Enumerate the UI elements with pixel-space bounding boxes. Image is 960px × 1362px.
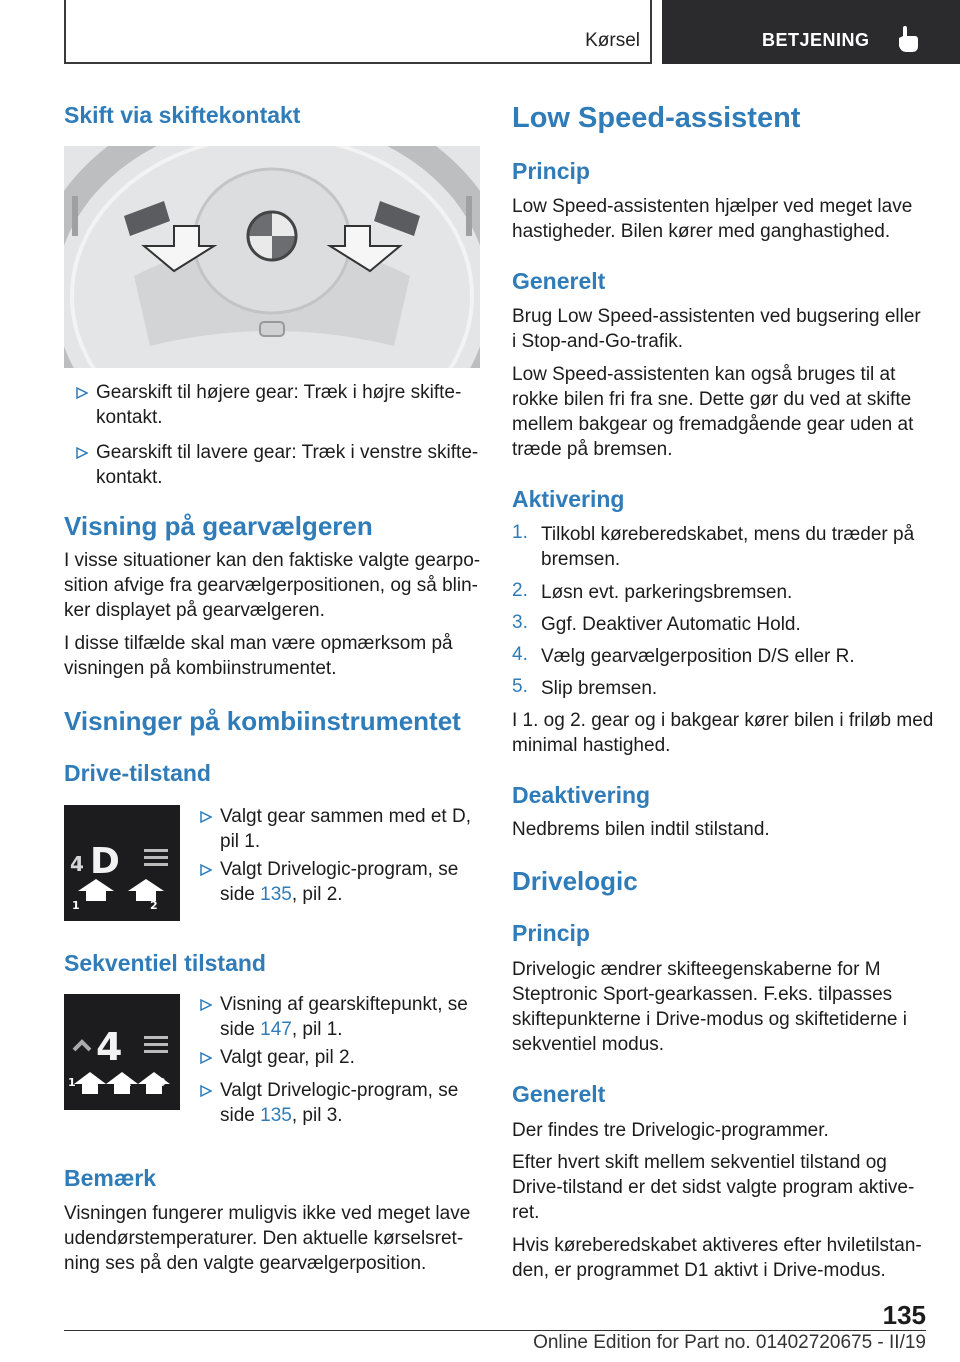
steering-wheel-figure: [64, 146, 480, 368]
page-link[interactable]: 135: [260, 884, 292, 905]
text: , pil 1.: [291, 1019, 343, 1040]
step-text-cont: bremsen.: [541, 549, 621, 570]
footer-edition: Online Edition for Part no. 01402720675 - II/19: [533, 1332, 926, 1353]
paragraph-line: Low Speed-assistenten kan også bruges til at: [512, 364, 896, 385]
seq-heading: Sekventiel tilstand: [64, 950, 266, 976]
paragraph-line: Brug Low Speed-assistenten ved bugsering eller: [512, 306, 921, 327]
bullet-triangle-icon: [76, 387, 88, 399]
list-item-cont: [220, 1103, 343, 1128]
svg-text:2: 2: [150, 899, 158, 912]
step-text: Ggf. Deaktiver Automatic Hold.: [541, 614, 801, 635]
paragraph-line: sekventiel modus.: [512, 1034, 665, 1055]
lsa-heading: Low Speed-assistent: [512, 102, 801, 134]
aktivering-heading: Aktivering: [512, 486, 625, 512]
dl-generelt-heading: Generelt: [512, 1081, 606, 1107]
paragraph-line: den, er programmet D1 aktivt i Drive-modus.: [512, 1260, 886, 1281]
header-tab[interactable]: [662, 0, 960, 64]
paragraph-line: Drivelogic ændrer skifteegenskaberne for M: [512, 959, 881, 980]
paragraph-line: Steptronic Sport-gearkassen. F.eks. tilpasses: [512, 984, 893, 1005]
paragraph-line: mellem bakgear og fremadgående gear uden at: [512, 414, 914, 435]
shift-heading: Skift via skiftekontakt: [64, 102, 301, 128]
sequential-display-figure: [64, 994, 180, 1110]
list-item-cont: kontakt.: [96, 467, 163, 488]
step-number: 2.: [512, 580, 528, 601]
page-link[interactable]: 147: [260, 1019, 292, 1040]
text: , pil 2.: [291, 884, 343, 905]
paragraph-line: i Stop-and-Go-trafik.: [512, 331, 684, 352]
paragraph-line: ning ses på den valgte gearvælgerposition.: [64, 1253, 427, 1274]
list-item: Valgt gear, pil 2.: [220, 1047, 355, 1068]
small-gear-number: 4: [70, 852, 84, 876]
bullet-triangle-icon: [200, 811, 212, 823]
sequential-display-illustration: [64, 994, 180, 1110]
header-divider: [650, 0, 652, 64]
list-item: Valgt gear sammen med et D,: [220, 806, 471, 827]
bullet-triangle-icon: [200, 1085, 212, 1097]
text: side: [220, 1105, 261, 1126]
paragraph-line: minimal hastighed.: [512, 735, 671, 756]
hand-pointer-icon: [894, 24, 920, 54]
paragraph-line: Efter hvert skift mellem sekventiel tilstand og: [512, 1152, 887, 1173]
svg-text:2: 2: [124, 1076, 132, 1089]
list-item-cont: pil 1.: [220, 831, 261, 852]
step-text: Slip bremsen.: [541, 678, 658, 699]
text: side: [220, 1019, 261, 1040]
princip-heading: Princip: [512, 158, 590, 184]
page-link[interactable]: 135: [260, 1105, 292, 1126]
list-item-cont: [220, 1017, 343, 1042]
steering-wheel-illustration: [64, 146, 480, 368]
footer-rule: [64, 1330, 926, 1331]
paragraph-line: Hvis køreberedskabet aktiveres efter hviletilstan-: [512, 1235, 922, 1256]
list-item-cont: [220, 882, 343, 907]
step-text: Tilkobl køreberedskabet, mens du træder på: [541, 524, 915, 545]
drivelogic-heading: Drivelogic: [512, 866, 638, 896]
cluster-heading: Visninger på kombiinstrumentet: [64, 706, 461, 736]
step-text: Vælg gearvælgerposition D/S eller R.: [541, 646, 855, 667]
step-number: 3.: [512, 612, 528, 633]
header-section-title: Kørsel: [585, 30, 640, 51]
bullet-triangle-icon: [200, 1052, 212, 1064]
drive-display-figure: [64, 805, 180, 921]
paragraph-line: sition afvige fra gearvælgerpositionen, og så blin-: [64, 575, 479, 596]
list-item: Gearskift til lavere gear: Træk i venstre skifte-: [96, 442, 479, 463]
svg-text:1: 1: [68, 1076, 76, 1089]
paragraph-line: I visse situationer kan den faktiske valgte gearpo-: [64, 550, 481, 571]
list-item-cont: kontakt.: [96, 407, 163, 428]
bullet-triangle-icon: [76, 447, 88, 459]
list-item: Gearskift til højere gear: Træk i højre skifte-: [96, 382, 462, 403]
paragraph-line: Der findes tre Drivelogic-programmer.: [512, 1120, 829, 1141]
drive-heading: Drive-tilstand: [64, 760, 211, 786]
paragraph-line: I disse tilfælde skal man være opmærksom på: [64, 633, 453, 654]
svg-text:3: 3: [158, 1076, 166, 1089]
text: , pil 3.: [291, 1105, 343, 1126]
bullet-triangle-icon: [200, 999, 212, 1011]
paragraph-line: Low Speed-assistenten hjælper ved meget lave: [512, 196, 913, 217]
paragraph-line: ker displayet på gearvælgeren.: [64, 600, 325, 621]
list-item: Valgt Drivelogic-program, se: [220, 859, 459, 880]
paragraph-line: udendørstemperaturer. Den aktuelle kørselsret-: [64, 1228, 464, 1249]
page-number: 135: [882, 1300, 926, 1330]
paragraph-line: Visningen fungerer muligvis ikke ved meget lave: [64, 1203, 471, 1224]
header-bottom-rule: [64, 62, 652, 64]
selector-heading: Visning på gearvælgeren: [64, 511, 373, 541]
paragraph-line: Drive-tilstand er det sidst valgte program aktive-: [512, 1177, 915, 1198]
deaktivering-heading: Deaktivering: [512, 782, 651, 808]
step-number: 5.: [512, 676, 528, 697]
svg-text:1: 1: [72, 899, 80, 912]
paragraph-line: rokke bilen fri fra sne. Dette gør du ved at skifte: [512, 389, 912, 410]
paragraph-line: I 1. og 2. gear og i bakgear kører bilen i friløb med: [512, 710, 934, 731]
paragraph-line: Nedbrems bilen indtil stilstand.: [512, 819, 770, 840]
gear-number: 4: [96, 1025, 123, 1069]
step-number: 1.: [512, 522, 528, 543]
paragraph-line: ret.: [512, 1202, 540, 1223]
paragraph-line: skiftepunkterne i Drive-modus og skiftetiderne i: [512, 1009, 907, 1030]
paragraph-line: hastigheder. Bilen kører med ganghastighed.: [512, 221, 891, 242]
paragraph-line: træde på bremsen.: [512, 439, 673, 460]
list-item: Valgt Drivelogic-program, se: [220, 1080, 459, 1101]
paragraph-line: visningen på kombiinstrumentet.: [64, 658, 337, 679]
note-heading: Bemærk: [64, 1165, 157, 1191]
drive-display-illustration: [64, 805, 180, 921]
header-left-rule: [64, 0, 66, 64]
step-text: Løsn evt. parkeringsbremsen.: [541, 582, 793, 603]
gear-letter: D: [90, 841, 120, 882]
dl-princip-heading: Princip: [512, 920, 590, 946]
generelt-heading: Generelt: [512, 268, 606, 294]
step-number: 4.: [512, 644, 528, 665]
bullet-triangle-icon: [200, 864, 212, 876]
list-item: Visning af gearskiftepunkt, se: [220, 994, 468, 1015]
header-tab-label: BETJENING: [762, 30, 870, 50]
text: side: [220, 884, 261, 905]
